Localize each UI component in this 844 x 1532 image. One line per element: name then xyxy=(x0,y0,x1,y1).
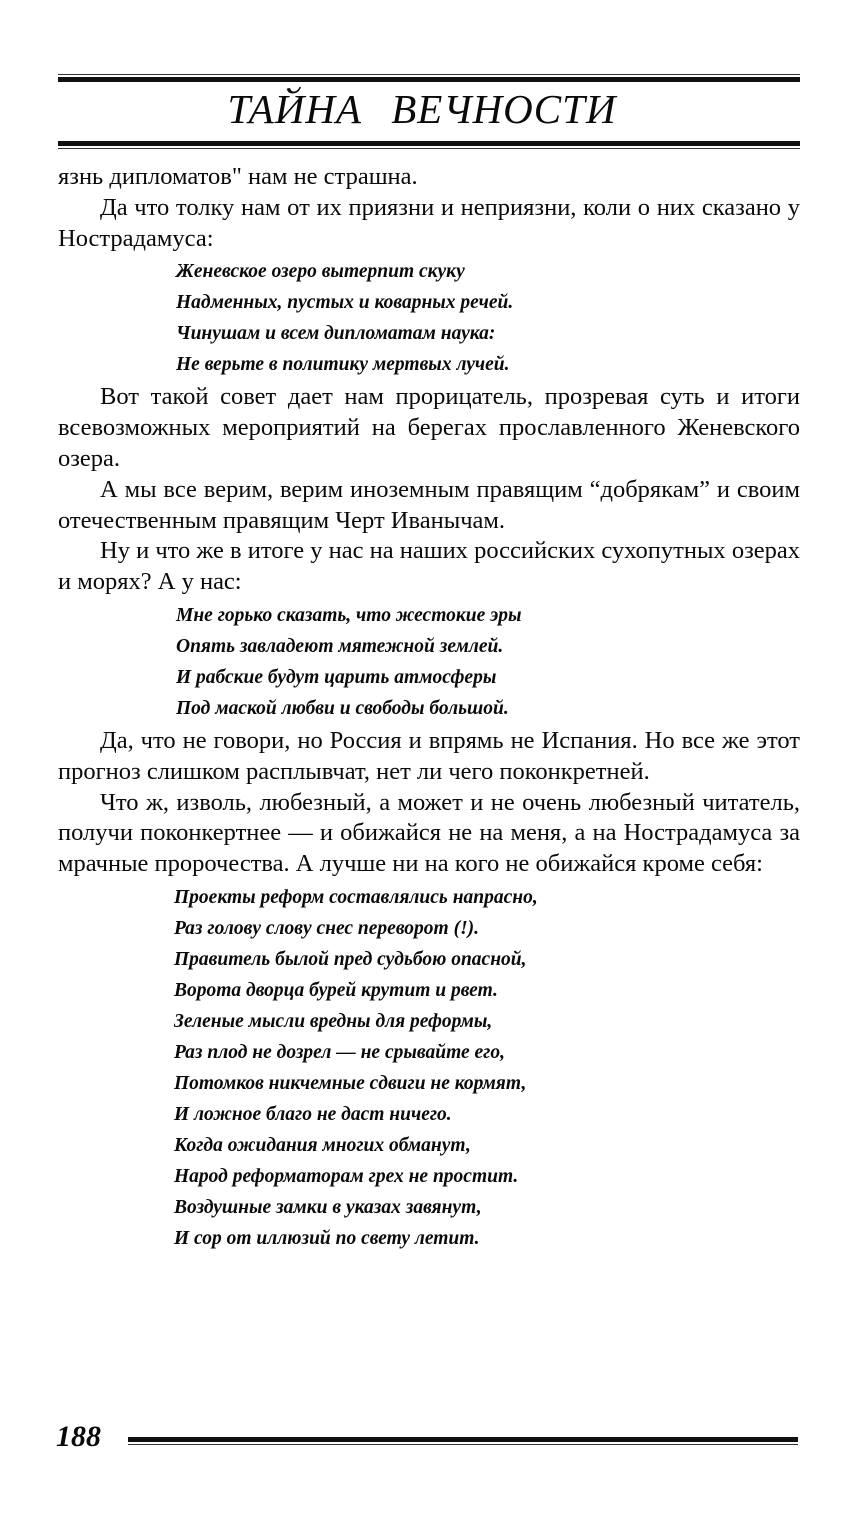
paragraph: Что ж, изволь, любезный, а может и не очень любезный читатель, получи поконкертнее — и обижайся не на меня, а на Нострадамуса за мрачные пророчества. А лучше ни на кого не обижайся кроме себя: xyxy=(58,788,800,878)
verse-line: Потомков никчемные сдвиги не кормят, xyxy=(174,1072,527,1094)
verse-line: Не верьте в политику мертвых лучей. xyxy=(176,354,510,376)
verse-line: Проекты реформ составлялись напрасно, xyxy=(174,886,538,908)
verse-line: Надменных, пустых и коварных речей. xyxy=(176,292,514,314)
verse-line: Под маской любви и свободы большой. xyxy=(176,697,509,719)
running-title: ТАЙНА ВЕЧНОСТИ xyxy=(227,86,617,132)
header-rule-bottom xyxy=(58,141,800,149)
header-rule-top xyxy=(58,74,800,82)
verse-line: Народ реформаторам грех не простит. xyxy=(174,1165,519,1187)
verse-line: Мне горько сказать, что жестокие эры xyxy=(176,604,522,626)
verse-quatrain-1 xyxy=(176,256,800,380)
paragraph: Ну и что же в итоге у нас на наших российских сухопутных озерах и морях? А у нас: xyxy=(58,537,800,596)
paragraph: А мы все верим, верим иноземным правящим “добрякам” и своим отечественным правящим Черт Иванычам. xyxy=(58,475,800,534)
verse-line: Опять завладеют мятежной землей. xyxy=(176,635,504,657)
verse-line: Раз плод не дозрел — не срывайте его, xyxy=(174,1041,505,1063)
verse-line: Правитель былой пред судьбою опасной, xyxy=(174,948,527,970)
page-body xyxy=(58,162,800,1256)
verse-line: Раз голову слову снес переворот (!). xyxy=(174,917,480,939)
page-number: 188 xyxy=(56,1420,101,1453)
verse-line: Воздушные замки в указах завянут, xyxy=(174,1196,482,1218)
verse-stanza-3 xyxy=(174,882,800,1254)
verse-line: Зеленые мысли вредны для реформы, xyxy=(174,1010,493,1032)
verse-line: Женевское озеро вытерпит скуку xyxy=(176,261,465,283)
verse-line: И сор от иллюзий по свету летит. xyxy=(174,1227,480,1249)
verse-line: И рабские будут царить атмосферы xyxy=(176,666,497,688)
paragraph: Вот такой совет дает нам прорицатель, прозревая суть и итоги всевозможных мероприятий на берегах прославленного Женевского озера. xyxy=(58,383,800,472)
verse-quatrain-2 xyxy=(176,600,800,724)
verse-line: И ложное благо не даст ничего. xyxy=(174,1103,452,1125)
paragraph: Да, что не говори, но Россия и впрямь не Испания. Но все же этот прогноз слишком расплывчат, нет ли чего поконкретней. xyxy=(58,726,800,785)
verse-line: Когда ожидания многих обманут, xyxy=(174,1134,471,1156)
verse-line: Ворота дворца бурей крутит и рвет. xyxy=(174,979,498,1001)
verse-line: Чинушам и всем дипломатам наука: xyxy=(176,323,496,345)
footer-rule xyxy=(128,1437,798,1445)
paragraph: язнь дипломатов" нам не страшна. xyxy=(58,163,418,190)
paragraph: Да что толку нам от их приязни и неприязни, коли о них сказано у Нострадамуса: xyxy=(58,193,800,252)
